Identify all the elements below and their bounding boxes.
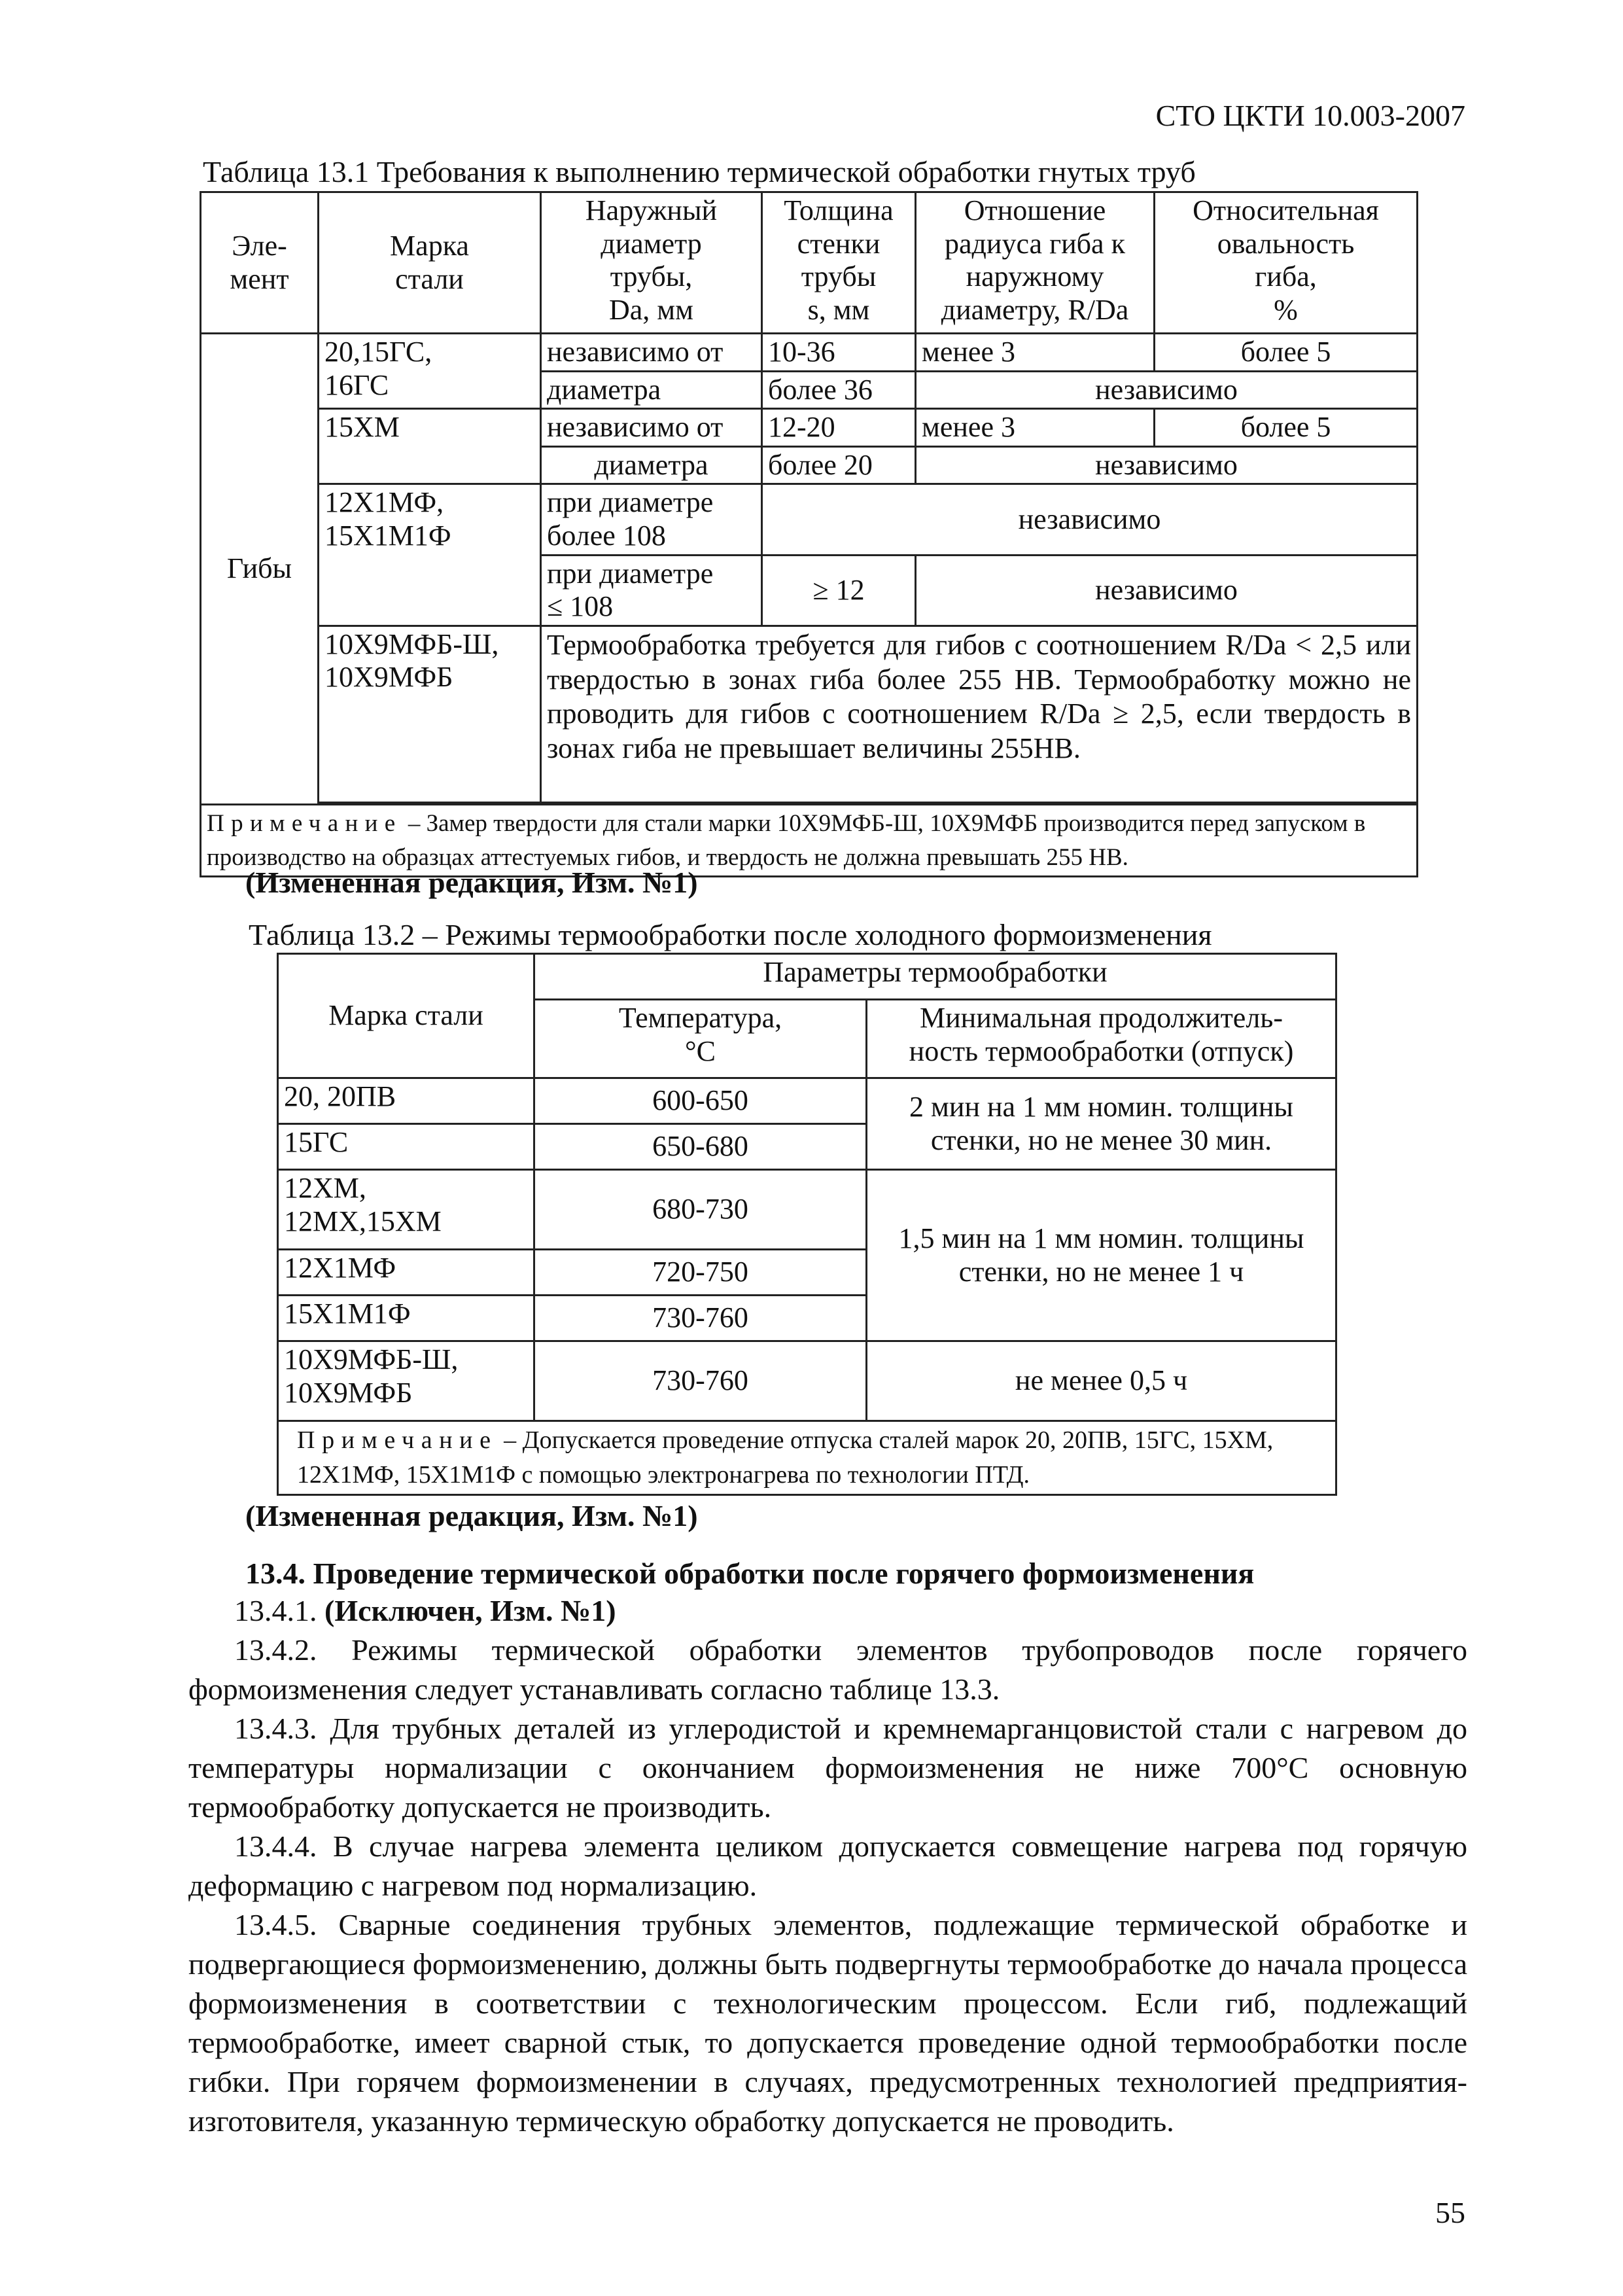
cell-independent: независимо bbox=[916, 371, 1418, 409]
cell-independent: независимо bbox=[916, 446, 1418, 484]
header-cell-steel: Марка стали bbox=[278, 954, 534, 1078]
table-row bbox=[201, 334, 1418, 372]
table-row bbox=[201, 626, 1418, 802]
paragraph-13-4-2: 13.4.2. Режимы термической обработки элементов трубопроводов после горячего формоизменения следует устанавливать согласно таблице 13.3. bbox=[188, 1633, 1467, 1706]
header-cell-params: Параметры термообработки bbox=[534, 954, 1336, 1000]
cell-steel: 10Х9МФБ-Ш, 10Х9МФБ bbox=[278, 1341, 534, 1421]
table-13-1 bbox=[200, 191, 1418, 877]
amendment-note-2: (Измененная редакция, Изм. №1) bbox=[245, 1499, 698, 1532]
cell-diameter: независимо от bbox=[541, 334, 762, 372]
header-cell-steel: Марка стали bbox=[319, 192, 541, 334]
table-13-2 bbox=[277, 953, 1337, 1496]
cell-ratio: менее 3 bbox=[916, 409, 1155, 447]
paragraph-13-4-4: 13.4.4. В случае нагрева элемента целиком допускается совмещение нагрева под горячую деформацию с нагревом под нормализацию. bbox=[188, 1829, 1467, 1902]
table-13-1-note: Примечание – Замер твердости для стали марки 10Х9МФБ-Ш, 10Х9МФБ производится перед запуском в производство на образцах аттестуемых гибов, и твердость не должна превышать 255 НВ. bbox=[201, 804, 1418, 877]
cell-element: Гибы bbox=[201, 334, 319, 805]
cell-duration: 2 мин на 1 мм номин. толщины стенки, но не менее 30 мин. bbox=[867, 1078, 1336, 1170]
cell-diameter: диаметра bbox=[541, 446, 762, 484]
table-row bbox=[278, 1341, 1336, 1421]
paragraph-13-4-3: 13.4.3. Для трубных деталей из углеродистой и кремнемарганцовистой стали с нагревом до температуры нормализации с окончанием формоизменения не ниже 700°С основную термообработку допускается не производить. bbox=[188, 1712, 1467, 1824]
cell-independent: независимо bbox=[762, 484, 1418, 555]
cell-diameter: при диаметре более 108 bbox=[541, 484, 762, 555]
cell-steel: 15Х1М1Ф bbox=[278, 1296, 534, 1341]
cell-steel: 12ХМ, 12МХ,15ХМ bbox=[278, 1170, 534, 1250]
cell-duration: не менее 0,5 ч bbox=[867, 1341, 1336, 1421]
table-row bbox=[201, 409, 1418, 447]
page-number: 55 bbox=[1435, 2196, 1465, 2229]
table-13-2-note: Примечание – Допускается проведение отпуска сталей марок 20, 20ПВ, 15ГС, 15ХМ, 12Х1МФ, 15Х1М1Ф с помощью электронагрева по технологии ПТД. bbox=[278, 1421, 1336, 1495]
cell-thickness: 12-20 bbox=[762, 409, 916, 447]
cell-ovality: более 5 bbox=[1155, 409, 1418, 447]
paragraph-13-4-1: 13.4.1. (Исключен, Изм. №1) bbox=[234, 1594, 616, 1627]
cell-steel: 20,15ГС, 16ГС bbox=[319, 334, 541, 409]
cell-temperature: 720-750 bbox=[534, 1250, 867, 1296]
cell-temperature: 730-760 bbox=[534, 1296, 867, 1341]
table-row bbox=[201, 484, 1418, 555]
table-13-1-caption: Таблица 13.1 Требования к выполнению термической обработки гнутых труб bbox=[203, 155, 1196, 188]
cell-thickness: 10-36 bbox=[762, 334, 916, 372]
cell-temperature: 680-730 bbox=[534, 1170, 867, 1250]
section-title: 13.4. Проведение термической обработки после горячего формоизменения bbox=[245, 1557, 1255, 1590]
cell-heat-treatment-text: Термообработка требуется для гибов с соотношением R/Da < 2,5 или твердостью в зонах гиба более 255 HB. Термообработку можно не проводить для гибов с соотношением R/Da ≥ 2,5, если твердость в зонах гиба не превышает величины 255HB. bbox=[541, 626, 1418, 802]
table-row bbox=[201, 192, 1418, 334]
cell-steel: 15ХМ bbox=[319, 409, 541, 484]
cell-diameter: при диаметре ≤ 108 bbox=[541, 555, 762, 626]
cell-steel: 10Х9МФБ-Ш, 10Х9МФБ bbox=[319, 626, 541, 802]
section-body bbox=[188, 1591, 1467, 2141]
table-row bbox=[278, 1170, 1336, 1250]
header-cell-diameter: Наружный диаметр трубы, Da, мм bbox=[541, 192, 762, 334]
header-cell-thickness: Толщина стенки трубы s, мм bbox=[762, 192, 916, 334]
cell-duration: 1,5 мин на 1 мм номин. толщины стенки, но не менее 1 ч bbox=[867, 1170, 1336, 1341]
cell-temperature: 600-650 bbox=[534, 1078, 867, 1124]
amendment-note-1: (Измененная редакция, Изм. №1) bbox=[245, 866, 698, 899]
header-cell-ovality: Относительная овальность гиба, % bbox=[1155, 192, 1418, 334]
table-row bbox=[278, 1078, 1336, 1124]
cell-independent: независимо bbox=[916, 555, 1418, 626]
cell-steel: 20, 20ПВ bbox=[278, 1078, 534, 1124]
header-cell-duration: Минимальная продолжитель- ность термообработки (отпуск) bbox=[867, 1000, 1336, 1078]
header-cell-element: Эле- мент bbox=[201, 192, 319, 334]
cell-steel: 12Х1МФ bbox=[278, 1250, 534, 1296]
cell-temperature: 650-680 bbox=[534, 1124, 867, 1170]
cell-steel: 15ГС bbox=[278, 1124, 534, 1170]
cell-thickness: ≥ 12 bbox=[762, 555, 916, 626]
cell-thickness: более 20 bbox=[762, 446, 916, 484]
table-13-2-caption: Таблица 13.2 – Режимы термообработки после холодного формоизменения bbox=[249, 918, 1212, 951]
cell-ratio: менее 3 bbox=[916, 334, 1155, 372]
header-cell-temperature: Температура, °С bbox=[534, 1000, 867, 1078]
cell-diameter: независимо от bbox=[541, 409, 762, 447]
cell-diameter: диаметра bbox=[541, 371, 762, 409]
cell-temperature: 730-760 bbox=[534, 1341, 867, 1421]
document-code-header: СТО ЦКТИ 10.003-2007 bbox=[1155, 99, 1465, 132]
table-row bbox=[278, 954, 1336, 1000]
cell-steel: 12Х1МФ, 15Х1М1Ф bbox=[319, 484, 541, 626]
header-cell-ratio: Отношение радиуса гиба к наружному диаметру, R/Da bbox=[916, 192, 1155, 334]
paragraph-13-4-5: 13.4.5. Сварные соединения трубных элементов, подлежащие термической обработке и подвергающиеся формоизменению, должны быть подвергнуты термообработке до начала процесса формоизменения в соответствии с технологическим процессом. Если гиб, подлежащий термообработке, имеет сварной стык, то допускается проведение одной термообработки после гибки. При горячем формоизменении в случаях, предусмотренных технологией предприятия-изготовителя, указанную термическую обработку допускается не проводить. bbox=[188, 1908, 1467, 2138]
cell-thickness: более 36 bbox=[762, 371, 916, 409]
table-row bbox=[278, 1421, 1336, 1495]
cell-ovality: более 5 bbox=[1155, 334, 1418, 372]
